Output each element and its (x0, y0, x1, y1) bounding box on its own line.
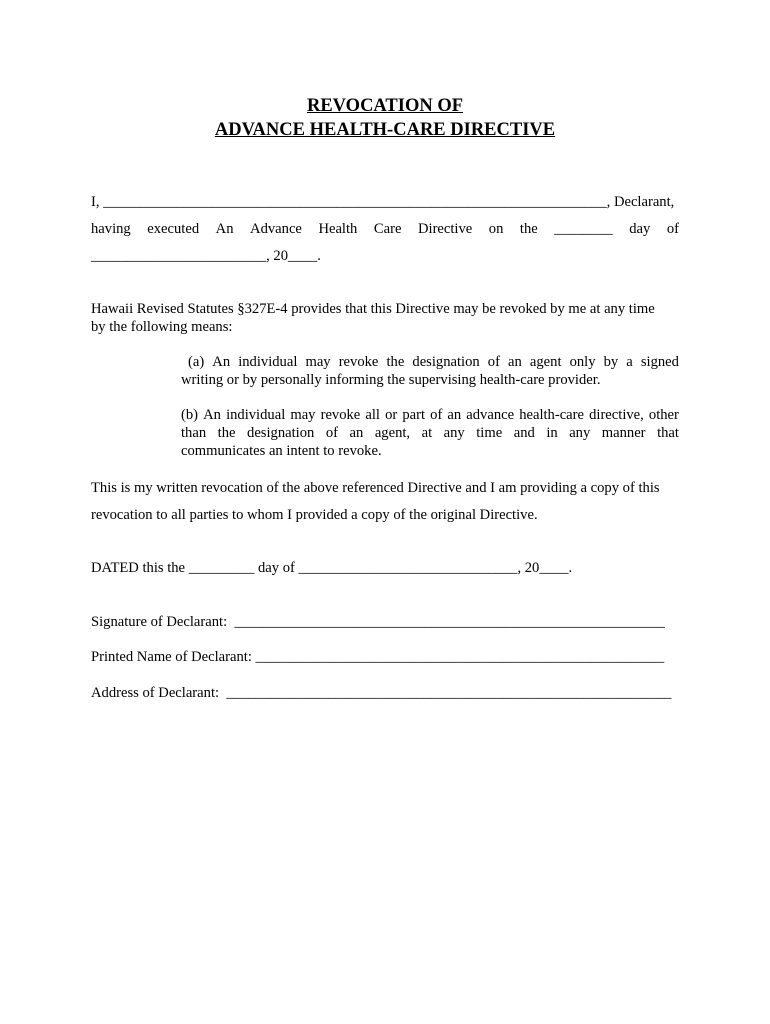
word: any (569, 425, 591, 441)
word: other (648, 407, 679, 423)
word: in (546, 425, 558, 441)
word: a (626, 354, 633, 370)
word: Care (373, 221, 402, 237)
word: having (91, 221, 131, 237)
word: health-care (519, 407, 584, 423)
word: of (487, 354, 500, 370)
word: directive, (589, 407, 644, 423)
signature-line: Signature of Declarant: ___________________________________________________________ (91, 614, 665, 630)
word: ________ (554, 221, 613, 237)
word: designation (412, 354, 480, 370)
word: of (325, 425, 338, 441)
word: revoke (320, 407, 361, 423)
clause-a-line-1 (188, 353, 679, 371)
word: day (629, 221, 651, 237)
revocation-line-2: revocation to all parties to whom I provided a copy of the original Directive. (91, 507, 538, 523)
word: (a) (188, 354, 205, 370)
declarant-line-2 (91, 219, 679, 239)
word: An (212, 354, 231, 370)
statute-line-1: Hawaii Revised Statutes §327E-4 provides that this Directive may be revoked by me at any time (91, 301, 655, 317)
word: the (217, 425, 236, 441)
word: may (290, 407, 316, 423)
word: Directive (417, 221, 473, 237)
word: An (215, 221, 234, 237)
word: agent, (374, 425, 411, 441)
word: on (488, 221, 504, 237)
word: the (386, 354, 405, 370)
word: may (305, 354, 331, 370)
word: manner (601, 425, 646, 441)
clause-b-line-3: communicates an intent to revoke. (181, 443, 382, 459)
word: revoke (338, 354, 379, 370)
word: executed (147, 221, 200, 237)
document-title-line-2: ADVANCE HEALTH-CARE DIRECTIVE (214, 120, 556, 140)
printed-name-line: Printed Name of Declarant: ________________________________________________________ (91, 649, 665, 665)
word: designation (247, 425, 315, 441)
revocation-line-1: This is my written revocation of the above referenced Directive and I am providing a copy of this (91, 480, 660, 496)
word: an (447, 407, 462, 423)
word: An (203, 407, 221, 423)
word: agent (529, 354, 562, 370)
word: time (476, 425, 503, 441)
word: individual (238, 354, 298, 370)
declarant-line-1: I, _____________________________________________________________________, Declarant, (91, 194, 675, 210)
word: the (519, 221, 538, 237)
word: Advance (250, 221, 302, 237)
word: an (349, 425, 364, 441)
word: and (513, 425, 535, 441)
declarant-line-3: ________________________, 20____. (91, 248, 321, 264)
clause-a-line-2: writing or by personally informing the supervising health-care provider. (181, 372, 601, 388)
word: that (657, 425, 679, 441)
word: (b) (181, 407, 199, 423)
dated-line: DATED this the _________ day of ______________________________, 20____. (91, 560, 573, 576)
statute-line-2: by the following means: (91, 319, 233, 335)
word: by (603, 354, 619, 370)
word: an (508, 354, 522, 370)
word: at (421, 425, 433, 441)
document-title-line-1: REVOCATION OF (306, 96, 464, 116)
word: advance (466, 407, 515, 423)
word: of (666, 221, 679, 237)
word: than (181, 425, 207, 441)
word: part (402, 407, 426, 423)
word: all (365, 407, 380, 423)
word: any (443, 425, 465, 441)
word: signed (640, 354, 679, 370)
word: Health (318, 221, 358, 237)
word: individual (226, 407, 286, 423)
clause-b-line-1 (181, 406, 679, 424)
address-line: Address of Declarant: _____________________________________________________________ (91, 685, 672, 701)
word: only (569, 354, 596, 370)
clause-b-line-2 (181, 424, 679, 442)
word: or (385, 407, 398, 423)
word: of (430, 407, 443, 423)
